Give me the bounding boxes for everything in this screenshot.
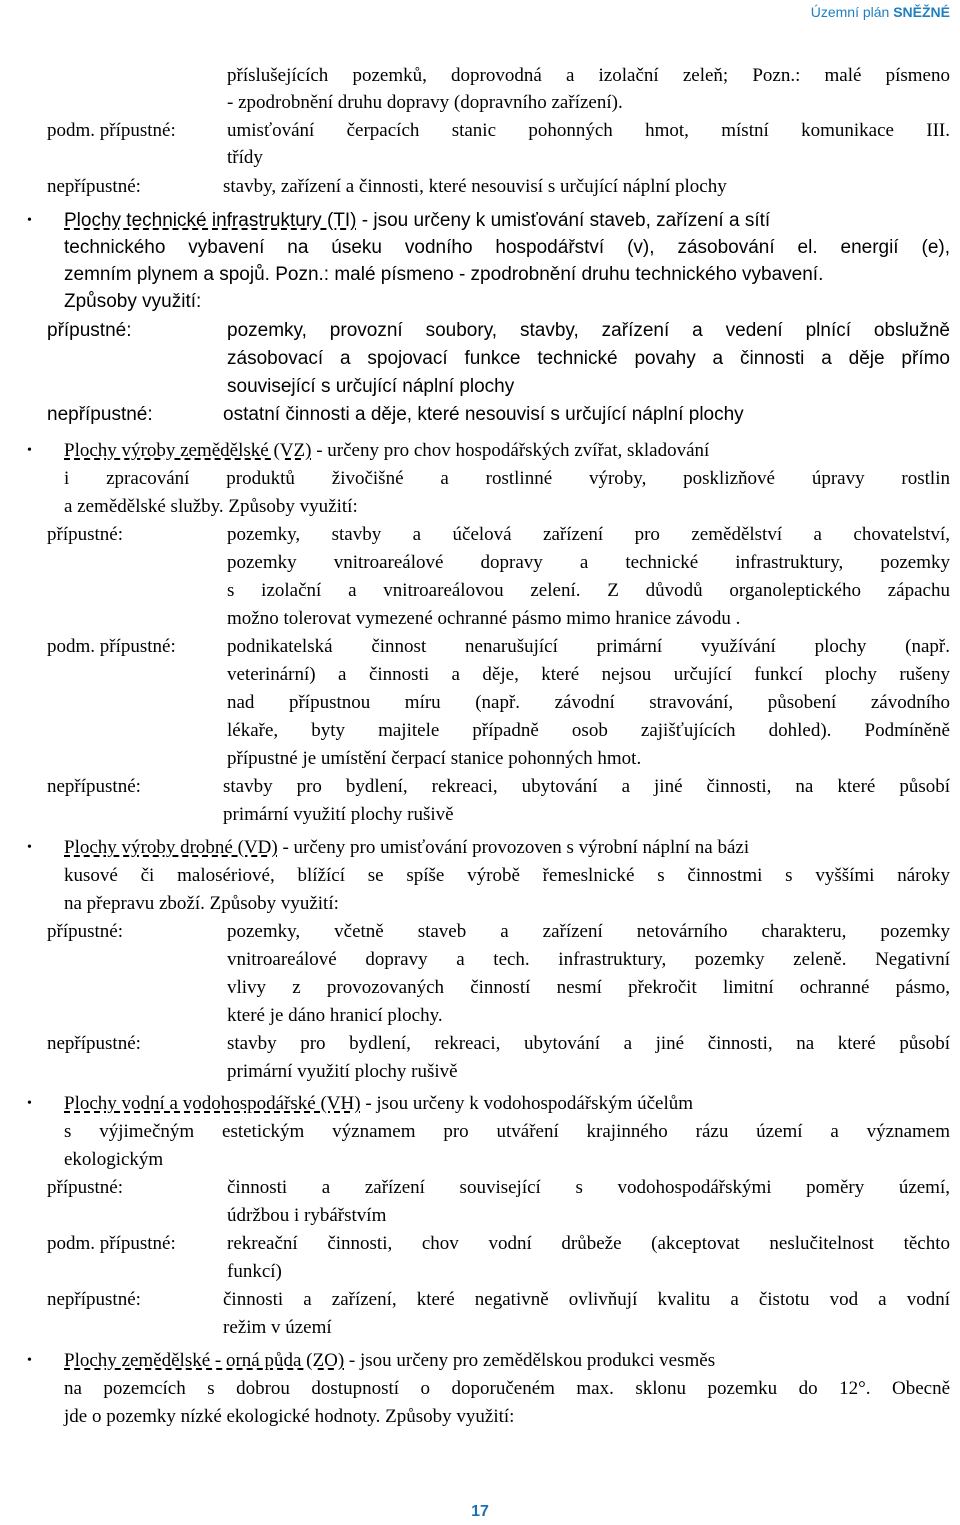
text-line: pozemky vnitroareálové dopravy a technické infrastruktury, pozemky	[227, 552, 950, 573]
section-title: Plochy výroby zemědělské (VZ)	[64, 440, 312, 461]
text-line: - určeny pro chov hospodářských zvířat, skladování	[311, 440, 710, 461]
label-nepripustne: nepřípustné:	[47, 1033, 141, 1054]
label-nepripustne: nepřípustné:	[47, 404, 153, 425]
label-nepripustne: nepřípustné:	[47, 1289, 141, 1310]
page-header	[811, 4, 950, 20]
text-line: s výjimečným estetickým významem pro utváření krajinného rázu území a významem	[64, 1121, 950, 1142]
section-vz	[64, 437, 950, 464]
text-line: lékaře, byty majitele případně osob zajišťujících dohled). Podmíněně	[227, 720, 950, 741]
header-name: SNĚŽNÉ	[893, 4, 950, 20]
text-line: ostatní činnosti a děje, které nesouvisí s určující náplní plochy	[223, 404, 744, 425]
text-line: režim v území	[223, 1317, 332, 1338]
text-line: na pozemcích s dobrou dostupností o doporučeném max. sklonu pozemku do 12°. Obecně	[64, 1378, 950, 1399]
text-line: nad přípustnou míru (např. závodní stravování, působení závodního	[227, 692, 950, 713]
label-nepripustne: nepřípustné:	[47, 776, 141, 797]
page-number: 17	[471, 1503, 489, 1520]
text-line: a zemědělské služby. Způsoby využití:	[64, 496, 358, 517]
section-title: Plochy zemědělské - orná půda (ZO)	[64, 1350, 345, 1371]
text-line: zásobovací a spojovací funkce technické povahy a činnosti a děje přímo	[227, 348, 950, 369]
text-line: činnosti a zařízení související s vodohospodářskými poměry území,	[227, 1177, 950, 1198]
label-podm-pripustne: podm. přípustné:	[47, 120, 176, 141]
text-line: - jsou určeny k umisťování staveb, zařízení a sítí	[356, 210, 771, 231]
text-line: Způsoby využití:	[64, 291, 202, 312]
section-zo	[64, 1347, 950, 1374]
label-pripustne: přípustné:	[47, 524, 123, 545]
text-line: vlivy z provozovaných činností nesmí překročit limitní ochranné pásmo,	[227, 977, 950, 998]
text-line: pozemky, včetně staveb a zařízení netovárního charakteru, pozemky	[227, 921, 950, 942]
text-line: primární využití plochy rušivě	[223, 804, 454, 825]
text-line: na přepravu zboží. Způsoby využití:	[64, 893, 339, 914]
section-ti	[64, 207, 950, 234]
section-vh	[64, 1090, 950, 1117]
text-line: příslušejících pozemků, doprovodná a izolační zeleň; Pozn.: malé písmeno	[227, 65, 950, 86]
text-line: podnikatelská činnost nenarušující primární využívání plochy (např.	[227, 636, 950, 657]
label-podm-pripustne: podm. přípustné:	[47, 636, 176, 657]
text-line: - zpodrobnění druhu dopravy (dopravního zařízení).	[227, 92, 623, 113]
header-prefix: Územní plán	[810, 4, 890, 20]
text-line: pozemky, provozní soubory, stavby, zařízení a vedení plnící obslužně	[227, 320, 950, 341]
text-line: zemním plynem a spojů. Pozn.: malé písmeno - zpodrobnění druhu technického vybavení.	[64, 264, 824, 285]
text-line: stavby, zařízení a činnosti, které nesouvisí s určující náplní plochy	[223, 176, 727, 197]
text-line: - určeny pro umisťování provozoven s výrobní náplní na bázi	[277, 837, 750, 858]
text-line: údržbou i rybářstvím	[227, 1205, 387, 1226]
text-line: které je dáno hranicí plochy.	[227, 1005, 443, 1026]
text-line: rekreační činnosti, chov vodní drůbeže (akceptovat neslučitelnost těchto	[227, 1233, 950, 1254]
bullet: •	[27, 213, 32, 228]
text-line: související s určující náplní plochy	[227, 376, 515, 397]
bullet: •	[27, 443, 32, 458]
label-pripustne: přípustné:	[47, 320, 132, 341]
bullet: •	[27, 1353, 32, 1368]
text-line: pozemky, stavby a účelová zařízení pro zemědělství a chovatelství,	[227, 524, 950, 545]
text-line: vnitroareálové dopravy a tech. infrastruktury, pozemky zeleně. Negativní	[227, 949, 950, 970]
label-podm-pripustne: podm. přípustné:	[47, 1233, 176, 1254]
text-line: stavby pro bydlení, rekreaci, ubytování a jiné činnosti, na které působí	[223, 776, 950, 797]
text-line: možno tolerovat vymezené ochranné pásmo mimo hranice závodu .	[227, 608, 741, 629]
section-title: Plochy vodní a vodohospodářské (VH)	[64, 1093, 361, 1114]
section-title: Plochy technické infrastruktury (TI)	[64, 210, 357, 231]
bullet: •	[27, 840, 32, 855]
text-line: přípustné je umístění čerpací stanice pohonných hmot.	[227, 748, 642, 769]
text-line: funkcí)	[227, 1261, 282, 1282]
text-line: kusové či malosériové, blížící se spíše výrobě řemeslnické s činnostmi s vyššími nároky	[64, 865, 950, 886]
text-line: veterinární) a činnosti a děje, které nejsou určující funkcí plochy rušeny	[227, 664, 950, 685]
section-title: Plochy výroby drobné (VD)	[64, 837, 278, 858]
text-line: stavby pro bydlení, rekreaci, ubytování a jiné činnosti, na které působí	[227, 1033, 950, 1054]
text-line: činnosti a zařízení, které negativně ovlivňují kvalitu a čistotu vod a vodní	[223, 1289, 950, 1310]
text-line: třídy	[227, 147, 263, 168]
label-nepripustne: nepřípustné:	[47, 176, 141, 197]
text-line: s izolační a vnitroareálovou zelení. Z důvodů organoleptického zápachu	[227, 580, 950, 601]
text-line: i zpracování produktů živočišné a rostlinné výroby, posklizňové úpravy rostlin	[64, 468, 950, 489]
text-line: technického vybavení na úseku vodního hospodářství (v), zásobování el. energií (e),	[64, 237, 950, 258]
text-line: - jsou určeny pro zemědělskou produkci vesměs	[344, 1350, 716, 1371]
text-line: - jsou určeny k vodohospodářským účelům	[360, 1093, 694, 1114]
text-line: jde o pozemky nízké ekologické hodnoty. Způsoby využití:	[64, 1406, 515, 1427]
bullet: •	[27, 1096, 32, 1111]
text-line: umisťování čerpacích stanic pohonných hmot, místní komunikace III.	[227, 120, 950, 141]
label-pripustne: přípustné:	[47, 921, 123, 942]
label-pripustne: přípustné:	[47, 1177, 123, 1198]
text-line: primární využití plochy rušivě	[227, 1061, 458, 1082]
text-line: ekologickým	[64, 1149, 164, 1170]
section-vd	[64, 834, 950, 861]
